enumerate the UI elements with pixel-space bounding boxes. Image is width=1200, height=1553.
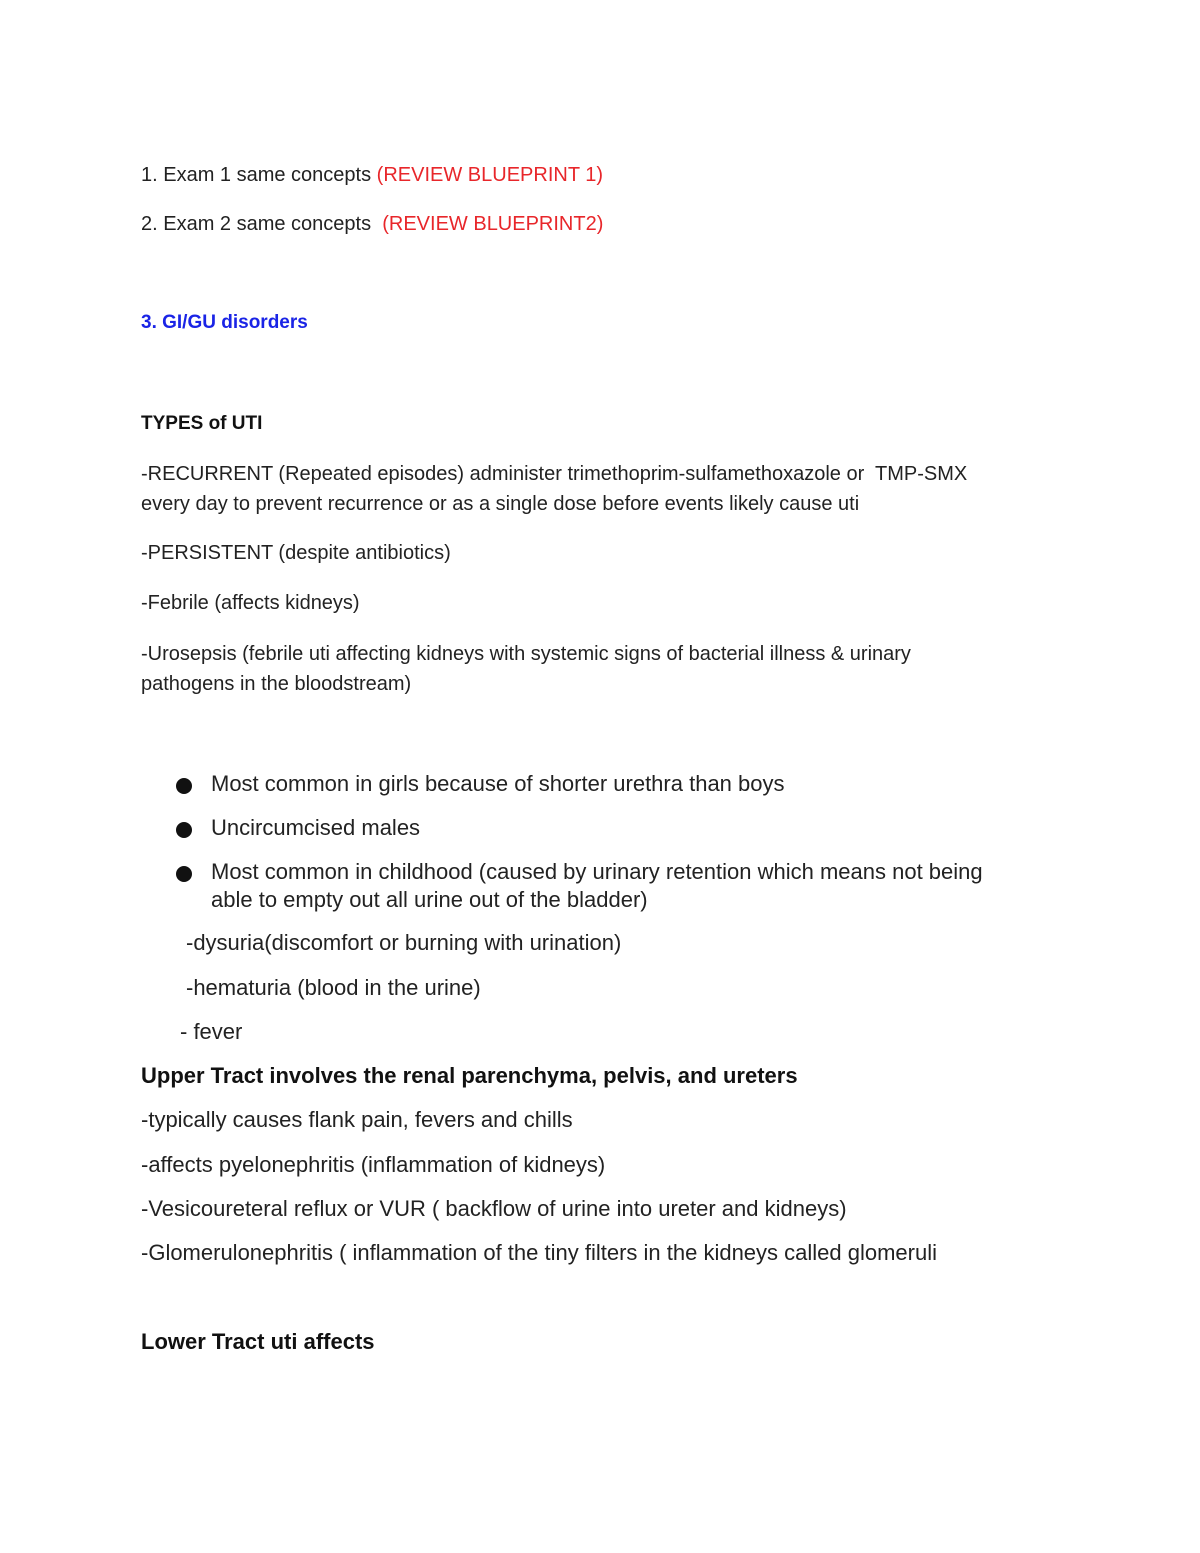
exam-1-review-note: (REVIEW BLUEPRINT 1) [376, 164, 604, 186]
section-heading: 3. GI/GU disorders [141, 312, 308, 333]
types-heading: TYPES of UTI [141, 413, 263, 434]
bullet-text: able to empty out all urine out of the bladder) [211, 887, 648, 912]
urosepsis-line-1: -Urosepsis (febrile uti affecting kidneys with systemic signs of bacterial illness & urinary [141, 643, 911, 665]
bullet-text: Uncircumcised males [211, 815, 421, 840]
upper-tract-line: -Vesicoureteral reflux or VUR ( backflow of urine into ureter and kidneys) [141, 1196, 847, 1221]
symptom-hematuria: -hematuria (blood in the urine) [186, 975, 481, 1000]
bullet-dot-icon [176, 822, 192, 838]
recurrent-line-2: every day to prevent recurrence or as a single dose before events likely cause uti [141, 493, 860, 515]
symptom-fever: - fever [180, 1019, 243, 1044]
bullet-dot-icon [176, 778, 192, 794]
urosepsis-line-2: pathogens in the bloodstream) [141, 673, 412, 695]
exam-2-review-note: (REVIEW BLUEPRINT2) [382, 213, 604, 235]
exam-2-line [141, 209, 603, 239]
upper-tract-heading: Upper Tract involves the renal parenchyma, pelvis, and ureters [141, 1063, 798, 1088]
symptom-dysuria: -dysuria(discomfort or burning with urination) [186, 930, 622, 955]
upper-tract-line: -Glomerulonephritis ( inflammation of the tiny filters in the kidneys called glomeruli [141, 1240, 938, 1265]
upper-tract-line: -typically causes flank pain, fevers and chills [141, 1107, 573, 1132]
bullet-text: Most common in girls because of shorter urethra than boys [211, 771, 785, 796]
persistent-line: -PERSISTENT (despite antibiotics) [141, 542, 451, 564]
exam-2-text: 2. Exam 2 same concepts [141, 213, 383, 235]
bullet-text: Most common in childhood (caused by urinary retention which means not being [211, 859, 983, 884]
lower-tract-heading: Lower Tract uti affects [141, 1329, 375, 1354]
febrile-line: -Febrile (affects kidneys) [141, 592, 360, 614]
recurrent-line-1: -RECURRENT (Repeated episodes) administer trimethoprim-sulfamethoxazole or TMP-SMX [141, 463, 968, 485]
upper-tract-line: -affects pyelonephritis (inflammation of kidneys) [141, 1152, 606, 1177]
exam-1-line [141, 160, 603, 190]
exam-1-text: 1. Exam 1 same concepts [141, 164, 377, 186]
bullet-dot-icon [176, 866, 192, 882]
